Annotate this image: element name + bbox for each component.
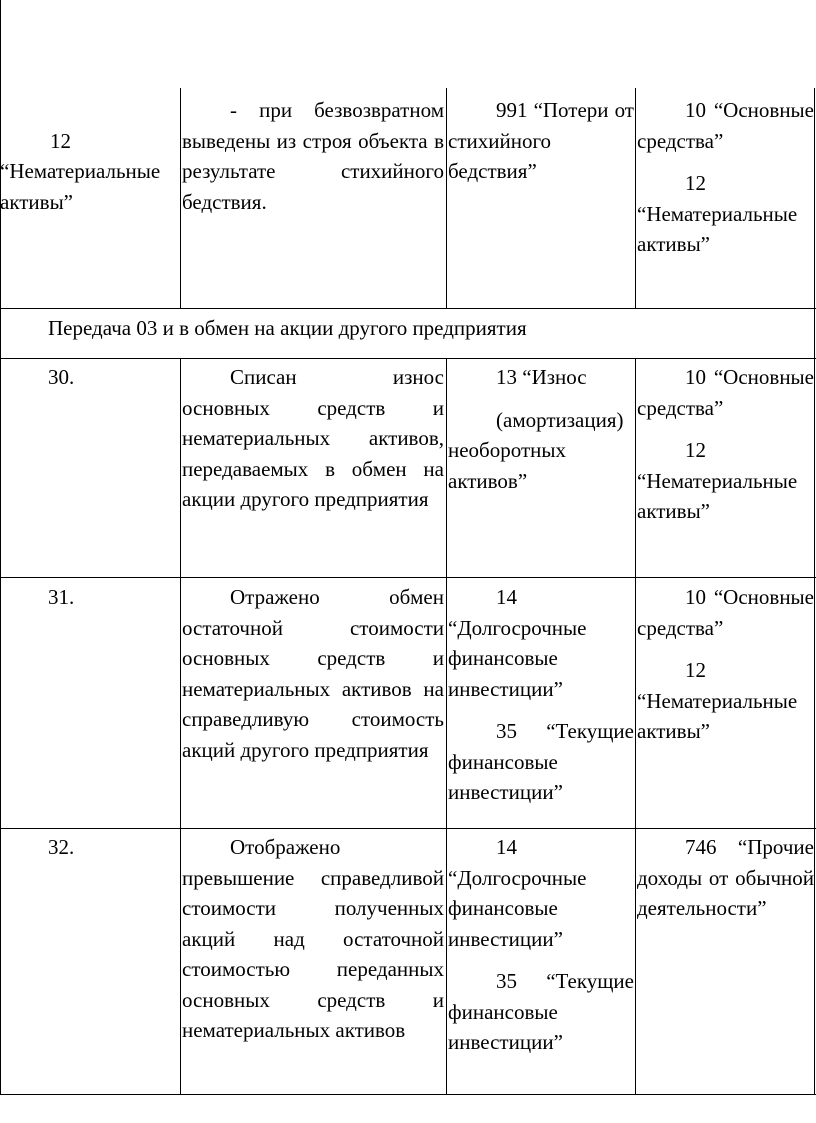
- column-divider: [180, 358, 181, 1095]
- debit-text-primary: 13 “Износ: [496, 365, 587, 389]
- column-divider: [180, 88, 181, 308]
- section-heading: [48, 313, 808, 344]
- row-description-cell: [182, 582, 444, 765]
- row-debit-cell: [448, 832, 634, 1058]
- row-number-cell: [48, 832, 176, 863]
- row-description-cell: [182, 362, 444, 515]
- table-border-bottom: [0, 1094, 816, 1095]
- debit-text-secondary: (амортизация) необоротных активов”: [448, 407, 624, 493]
- row-divider: [0, 828, 816, 829]
- column-divider: [446, 358, 447, 1095]
- debit-text-secondary: 35 “Текущие финансовые инвестиции”: [448, 969, 634, 1054]
- row-debit-cell: [448, 362, 634, 496]
- credit-text-secondary: 12 “Нематериальные активы”: [637, 658, 798, 743]
- row-number: 31.: [48, 585, 75, 609]
- debit-text-primary: 14 “Долгосрочные финансовые инвестиции”: [448, 585, 587, 701]
- table-border-right: [814, 88, 815, 1095]
- row-debit-cell: [448, 582, 634, 808]
- description-text: Отражено обмен остаточной стоимости основных средств и нематериальных активов на справедливую стоимость акций другого предприятия: [182, 585, 444, 762]
- row-credit-cell: [637, 582, 814, 747]
- row-description-cell: [182, 95, 444, 217]
- row-debit-cell: [448, 95, 634, 187]
- debit-text-primary: 14 “Долгосрочные финансовые инвестиции”: [448, 835, 587, 951]
- credit-text-primary: 10 “Основные средства”: [637, 585, 814, 640]
- row-number: 32.: [48, 835, 75, 859]
- account-text: 12 “Нематериальные активы”: [0, 128, 161, 214]
- column-divider: [446, 88, 447, 308]
- credit-text-primary: 746 “Прочие доходы от обычной деятельности”: [637, 835, 814, 920]
- credit-text-primary: 10 “Основные средства”: [637, 98, 814, 153]
- credit-text-secondary: 12 “Нематериальные активы”: [637, 171, 798, 256]
- credit-text-primary: 10 “Основные средства”: [637, 365, 814, 420]
- column-divider: [635, 88, 636, 308]
- description-text: Отображено превышение справедливой стоимости полученных акций над остаточной стоимостью переданных основных средств и нематериальных активов: [182, 835, 444, 1042]
- row-account-cell: [0, 95, 178, 248]
- column-divider: [635, 358, 636, 1095]
- row-divider: [0, 358, 816, 359]
- row-credit-cell: [637, 362, 814, 527]
- debit-text: 991 “Потери от стихийного бедствия”: [448, 98, 634, 183]
- row-number: 30.: [48, 365, 75, 389]
- description-text: Списан износ основных средств и нематериальных активов, передаваемых в обмен на акции другого предприятия: [182, 365, 444, 511]
- section-heading-text: Передача 03 и в обмен на акции другого предприятия: [48, 316, 527, 340]
- debit-text-secondary: 35 “Текущие финансовые инвестиции”: [448, 719, 634, 804]
- row-number-cell: [48, 362, 176, 393]
- row-description-cell: [182, 832, 444, 1046]
- row-credit-cell: [637, 95, 814, 260]
- credit-text-secondary: 12 “Нематериальные активы”: [637, 438, 798, 523]
- description-text: - при безвозвратном выведены из строя объекта в результате стихийного бедствия.: [182, 98, 444, 214]
- row-credit-cell: [637, 832, 814, 924]
- row-divider: [0, 577, 816, 578]
- row-number-cell: [48, 582, 176, 613]
- row-divider: [0, 308, 816, 309]
